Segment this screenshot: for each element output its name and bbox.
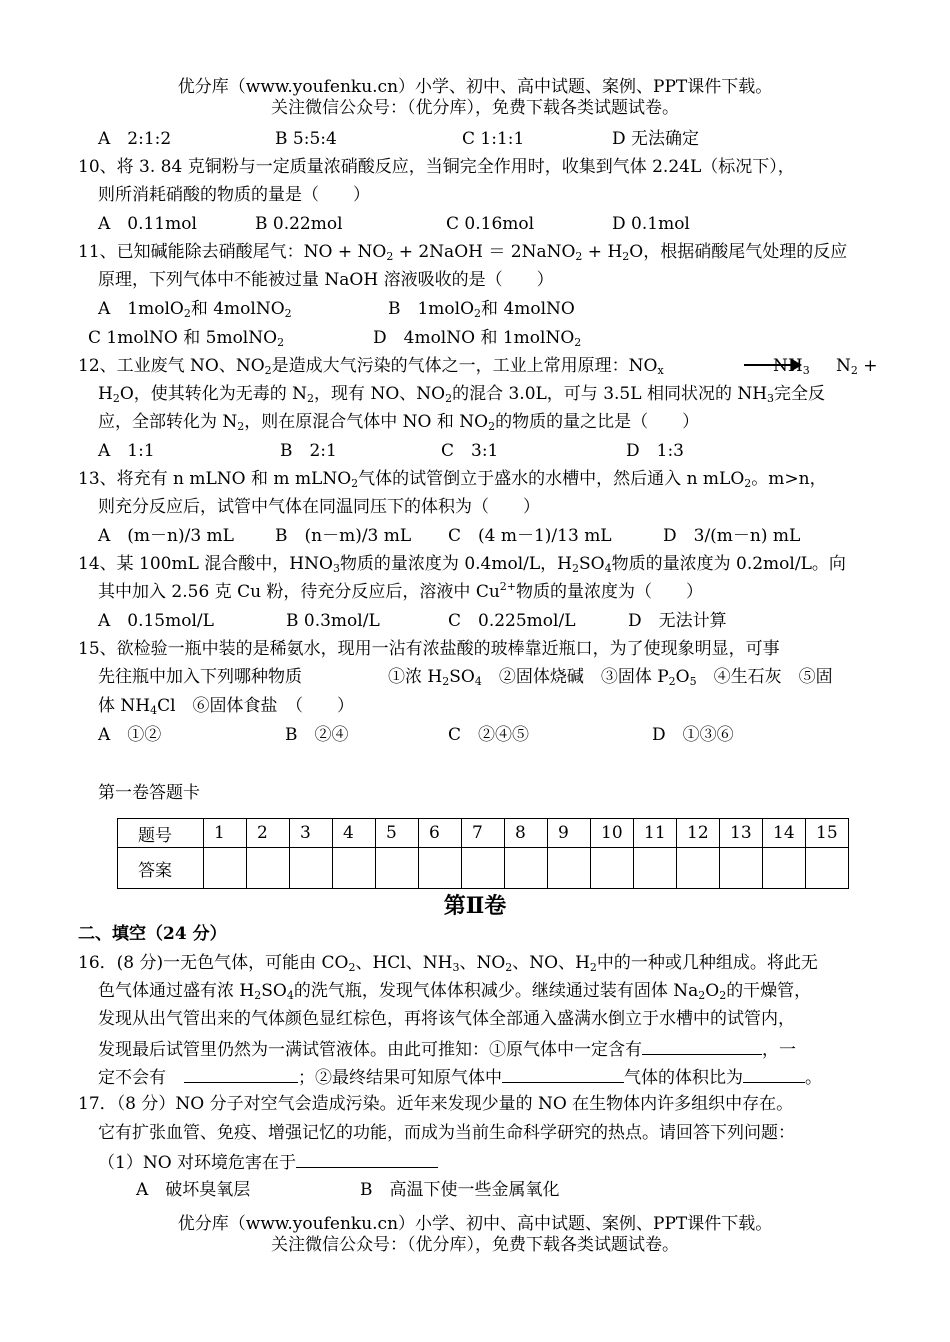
q10-option-d: D 0.1mol [612, 214, 690, 234]
answer-card-answer-row [118, 848, 849, 889]
q17-line-2: 它有扩张血管、免疫、增强记忆的功能，而成为当前生命科学研究的热点。请回答下列问题： [98, 1123, 795, 1143]
q16-line-2: 色气体通过盛有浓 $H_2SO_4$的洗气瓶，发现气体体积减少。继续通过装有固体 $Na_2O_2$的干燥管， [98, 981, 812, 1002]
answer-cell[interactable] [290, 848, 333, 889]
q10-option-b: B 0.22mol [255, 214, 343, 234]
question-number-cell: 8 [505, 819, 548, 848]
q16-line-5: 定不会有 ；②最终结果可知原气体中 气体的体积比为 。 [98, 1068, 822, 1088]
answer-cell[interactable] [204, 848, 247, 889]
answer-blank-5[interactable] [296, 1153, 438, 1168]
q11-option-b: B 1molO$_2$和 4molNO [388, 299, 575, 320]
q12-n2-label: $N_2$ + [836, 356, 878, 377]
q13-option-a: A (m－n)/3 mL [98, 526, 234, 546]
q13-stem-line-1: 13、将充有 n mLNO 和 m mLNO$_2$气体的试管倒立于盛水的水槽中，然后通入 n mLO$_2$。m>n， [78, 469, 827, 490]
q12-option-d: D 1:3 [626, 441, 684, 461]
q14-option-d: D 无法计算 [628, 611, 727, 631]
question-number-cell: 12 [677, 819, 720, 848]
answer-card-title: 第一卷答题卡 [98, 783, 200, 803]
q16-line-3: 发现从出气管出来的气体颜色显红棕色，再将该气体全部通入盛满水倒立于水槽中的试管内， [98, 1009, 795, 1029]
answer-cell[interactable] [720, 848, 763, 889]
q11-stem-line-1: 11、已知碱能除去硝酸尾气：NO + $NO_2$ + 2NaOH ＝ 2NaNO$_2$ + $H_2O$，根据硝酸尾气处理的反应 [78, 242, 848, 263]
q15-stem-line-2: 先往瓶中加入下列哪种物质 [98, 667, 302, 687]
footer-line-2: 关注微信公众号：（优分库），免费下载各类试题试卷。 [271, 1235, 679, 1255]
q11-option-d: D 4molNO 和 1molNO$_2$ [373, 328, 582, 349]
q9-option-b: B 5:5:4 [275, 129, 337, 149]
q14-stem-line-2: 其中加入 2.56 克 Cu 粉，待充分反应后，溶液中 $Cu^{2+}$物质的量浓度为（ ） [98, 580, 704, 602]
answer-cell[interactable] [419, 848, 462, 889]
section-2-heading: 二、填空（24 分） [78, 924, 227, 944]
answer-card-table [117, 818, 849, 889]
q12-stem-line-1: 12、工业废气 NO、$NO_2$是造成大气污染的气体之一，工业上常用原理：$NO_x$ [78, 356, 664, 377]
question-number-cell: 15 [806, 819, 849, 848]
q10-option-c: C 0.16mol [446, 214, 535, 234]
q17-option-a: A 破坏臭氧层 [136, 1180, 251, 1200]
q12-option-c: C 3:1 [441, 441, 499, 461]
question-number-cell: 1 [204, 819, 247, 848]
answer-cell[interactable] [806, 848, 849, 889]
q12-option-b: B 2:1 [280, 441, 337, 461]
footer-line-1: 优分库（www.youfenku.cn）小学、初中、高中试题、案例、PPT课件下载。 [177, 1214, 773, 1234]
answer-cell[interactable] [462, 848, 505, 889]
q13-option-d: D 3/(m－n) mL [663, 526, 801, 546]
q17-line-1: 17．（8 分）NO 分子对空气会造成污染。近年来发现少量的 NO 在生物体内许多组织中存在。 [78, 1094, 794, 1114]
header-line-1: 优分库（www.youfenku.cn）小学、初中、高中试题、案例、PPT课件下载。 [177, 77, 773, 97]
q13-stem-line-2: 则充分反应后，试管中气体在同温同压下的体积为（ ） [98, 497, 540, 517]
answer-blank-4[interactable] [743, 1068, 805, 1083]
q17-line-3: （1）NO 对环境危害在于 [98, 1153, 438, 1172]
q11-option-c: C 1molNO 和 5molNO$_2$ [88, 328, 285, 349]
q15-stem-line-1: 15、欲检验一瓶中装的是稀氨水，现用一沾有浓盐酸的玻棒靠近瓶口，为了使现象明显，可事 [78, 639, 780, 659]
question-number-cell: 7 [462, 819, 505, 848]
q12-nh3-label: $NH_3$ [773, 356, 810, 377]
q15-option-c: C ②④⑤ [448, 725, 530, 745]
answer-blank-2[interactable] [184, 1068, 298, 1083]
answer-cell[interactable] [591, 848, 634, 889]
answer-cell[interactable] [634, 848, 677, 889]
q9-option-c: C 1:1:1 [462, 129, 525, 149]
q9-option-a: A 2:1:2 [98, 129, 172, 149]
question-number-cell: 5 [376, 819, 419, 848]
question-number-cell: 3 [290, 819, 333, 848]
q12-stem-line-3: 应，全部转化为 $N_2$，则在原混合气体中 NO 和 $NO_2$的物质的量之比是（ ） [98, 412, 700, 433]
q13-option-c: C (4 m－1)/13 mL [448, 526, 612, 546]
answer-card-row1-label: 题号 [118, 819, 204, 848]
q10-stem-line-2: 则所消耗硝酸的物质的量是（ ） [98, 185, 370, 205]
q14-option-c: C 0.225mol/L [448, 611, 576, 631]
question-number-cell: 4 [333, 819, 376, 848]
q10-stem-line-1: 10、将 3. 84 克铜粉与一定质量浓硝酸反应，当铜完全作用时，收集到气体 2.24L（标况下）， [78, 157, 795, 177]
answer-cell[interactable] [376, 848, 419, 889]
question-number-cell: 6 [419, 819, 462, 848]
q17-option-b: B 高温下使一些金属氧化 [360, 1180, 560, 1200]
part-2-title: 第Ⅱ卷 [443, 893, 507, 919]
question-number-cell: 11 [634, 819, 677, 848]
answer-cell[interactable] [763, 848, 806, 889]
q14-stem-line-1: 14、某 100mL 混合酸中，$HNO_3$物质的量浓度为 0.4mol/L，$H_2SO_4$物质的量浓度为 0.2mol/L。向 [78, 554, 846, 575]
question-number-cell: 14 [763, 819, 806, 848]
question-number-cell: 13 [720, 819, 763, 848]
q11-stem-line-2: 原理，下列气体中不能被过量 NaOH 溶液吸收的是（ ） [98, 270, 554, 290]
answer-cell[interactable] [677, 848, 720, 889]
answer-cell[interactable] [247, 848, 290, 889]
q13-option-b: B (n－m)/3 mL [275, 526, 412, 546]
q12-option-a: A 1:1 [98, 441, 155, 461]
answer-blank-1[interactable] [642, 1040, 762, 1055]
q15-option-b: B ②④ [285, 725, 349, 745]
answer-cell[interactable] [548, 848, 591, 889]
q15-stem-line-3: 体 $NH_4Cl$ ⑥固体食盐 （ ） [98, 696, 355, 717]
q15-stem-line-2-options: ①浓 $H_2SO_4$ ②固体烧碱 ③固体 $P_2O_5$ ④生石灰 ⑤固 [388, 667, 833, 688]
q16-line-1: 16．(8 分)一无色气体，可能由 $CO_2$、HCl、$NH_3$、$NO_2$、NO、$H_2$中的一种或几种组成。将此无 [78, 953, 818, 974]
q14-option-b: B 0.3mol/L [286, 611, 380, 631]
q15-option-d: D ①③⑥ [652, 725, 734, 745]
answer-blank-3[interactable] [502, 1068, 624, 1083]
question-number-cell: 9 [548, 819, 591, 848]
q16-line-4: 发现最后试管里仍然为一满试管液体。由此可推知：①原气体中一定含有 ，一 [98, 1040, 796, 1060]
q14-option-a: A 0.15mol/L [98, 611, 214, 631]
q11-option-a: A 1molO$_2$和 4molNO$_2$ [98, 299, 292, 320]
question-number-cell: 2 [247, 819, 290, 848]
answer-card-row2-label: 答案 [118, 848, 204, 889]
answer-card-number-row [118, 819, 849, 848]
q12-stem-line-2: $H_2O$，使其转化为无毒的 $N_2$，现有 NO、$NO_2$的混合 3.0L，可与 3.5L 相同状况的 $NH_3$完全反 [98, 384, 826, 405]
question-number-cell: 10 [591, 819, 634, 848]
header-line-2: 关注微信公众号：（优分库），免费下载各类试题试卷。 [271, 98, 679, 118]
q10-option-a: A 0.11mol [98, 214, 197, 234]
answer-cell[interactable] [505, 848, 548, 889]
q9-option-d: D 无法确定 [612, 129, 700, 149]
q15-option-a: A ①② [98, 725, 162, 745]
answer-cell[interactable] [333, 848, 376, 889]
